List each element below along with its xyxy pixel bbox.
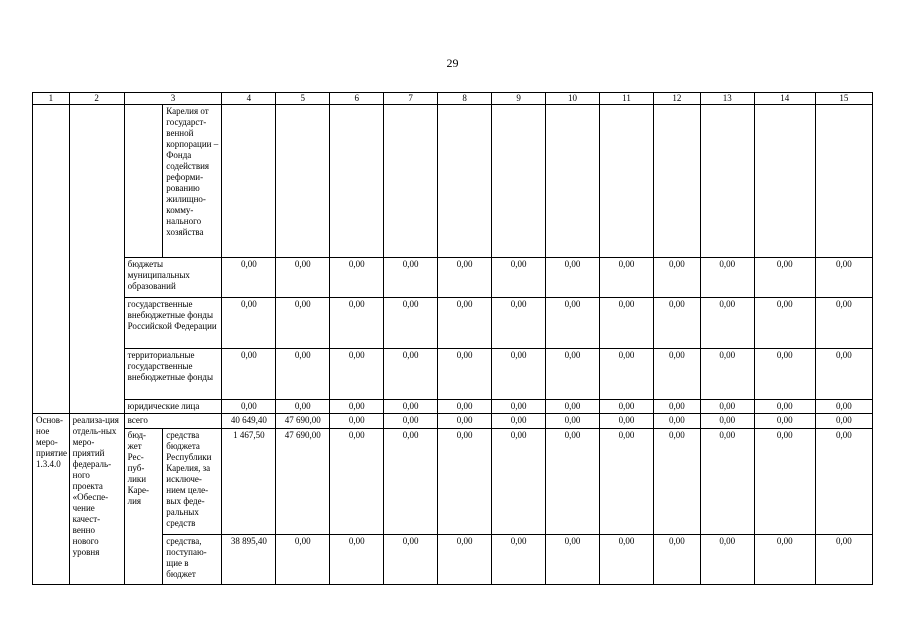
source-label: всего — [124, 414, 222, 429]
value-cell: 40 649,40 — [222, 414, 276, 429]
value-cell: 0,00 — [700, 349, 754, 400]
value-cell: 0,00 — [700, 535, 754, 585]
value-cell: 0,00 — [384, 258, 438, 298]
value-cell: 0,00 — [222, 349, 276, 400]
source-label: территориальные государственные внебюджетные фонды — [124, 349, 222, 400]
table-row — [33, 429, 873, 535]
value-cell: 0,00 — [222, 400, 276, 414]
value-cell: 0,00 — [222, 258, 276, 298]
value-cell: 0,00 — [438, 535, 492, 585]
value-cell: 0,00 — [653, 535, 700, 585]
header-cell-6: 6 — [330, 93, 384, 105]
page-number: 29 — [446, 56, 459, 70]
value-cell: 0,00 — [815, 298, 872, 349]
value-cell: 0,00 — [492, 258, 546, 298]
value-cell: 0,00 — [330, 535, 384, 585]
value-cell: 0,00 — [330, 429, 384, 535]
value-cell: 0,00 — [700, 429, 754, 535]
value-cell: 0,00 — [815, 535, 872, 585]
value-cell: 0,00 — [700, 258, 754, 298]
header-cell-1: 1 — [33, 93, 70, 105]
value-cell: 0,00 — [815, 349, 872, 400]
table-row — [33, 400, 873, 414]
value-cell: 0,00 — [330, 298, 384, 349]
value-cell: 0,00 — [754, 258, 815, 298]
value-cell: 0,00 — [438, 429, 492, 535]
value-cell: 47 690,00 — [276, 414, 330, 429]
value-cell: 0,00 — [546, 298, 600, 349]
value-cell: 0,00 — [546, 349, 600, 400]
value-cell: 0,00 — [600, 258, 654, 298]
value-cell: 0,00 — [384, 414, 438, 429]
header-cell-15: 15 — [815, 93, 872, 105]
table-row — [33, 349, 873, 400]
activity-code: Основ-ное меро-приятие 1.3.4.0 — [33, 414, 70, 585]
value-cell: 0,00 — [546, 400, 600, 414]
budget-table — [32, 92, 873, 585]
value-cell: 47 690,00 — [276, 429, 330, 535]
empty-cell — [69, 105, 124, 414]
value-cell: 0,00 — [276, 400, 330, 414]
value-cell: 0,00 — [330, 258, 384, 298]
value-cell: 0,00 — [600, 429, 654, 535]
header-row — [33, 93, 873, 105]
value-cell: 0,00 — [815, 400, 872, 414]
header-cell-4: 4 — [222, 93, 276, 105]
value-cell: 0,00 — [276, 258, 330, 298]
value-cell: 0,00 — [330, 400, 384, 414]
value-cell: 0,00 — [700, 400, 754, 414]
value-cell: 0,00 — [700, 298, 754, 349]
value-cell: 0,00 — [600, 400, 654, 414]
value-cell: 1 467,50 — [222, 429, 276, 535]
value-cell: 0,00 — [438, 258, 492, 298]
value-cell: 0,00 — [384, 298, 438, 349]
table-row — [33, 258, 873, 298]
value-cell: 0,00 — [438, 400, 492, 414]
value-cell: 0,00 — [546, 429, 600, 535]
value-cell: 0,00 — [330, 349, 384, 400]
value-cell: 0,00 — [546, 414, 600, 429]
header-cell-3: 3 — [124, 93, 222, 105]
value-cell: 0,00 — [492, 400, 546, 414]
table-row — [33, 298, 873, 349]
source-label: бюджеты муниципальных образований — [124, 258, 222, 298]
header-cell-7: 7 — [384, 93, 438, 105]
header-cell-8: 8 — [438, 93, 492, 105]
value-cell: 0,00 — [438, 349, 492, 400]
value-cell: 0,00 — [600, 414, 654, 429]
value-cell: 0,00 — [492, 349, 546, 400]
value-cell: 0,00 — [546, 535, 600, 585]
source-label: Карелия от государст-венной корпорации – Фонда содействия реформи-рованию жилищно-комму-нального хозяйства — [163, 105, 222, 258]
header-cell-14: 14 — [754, 93, 815, 105]
value-cell: 0,00 — [600, 535, 654, 585]
activity-name: реализа-ция отдель-ных меро-приятий федераль-ного проекта «Обеспе-чение качест-венно нового уровня — [69, 414, 124, 585]
value-cell: 0,00 — [276, 298, 330, 349]
value-cell: 0,00 — [754, 400, 815, 414]
value-cell: 0,00 — [600, 349, 654, 400]
header-cell-11: 11 — [600, 93, 654, 105]
value-cell: 0,00 — [653, 258, 700, 298]
value-cell: 0,00 — [492, 535, 546, 585]
value-cell: 0,00 — [492, 429, 546, 535]
value-cell: 0,00 — [653, 400, 700, 414]
value-cell: 0,00 — [330, 414, 384, 429]
value-cell: 0,00 — [653, 429, 700, 535]
source-label: юридические лица — [124, 400, 222, 414]
table-row — [33, 105, 873, 258]
value-cell: 0,00 — [276, 535, 330, 585]
header-cell-2: 2 — [69, 93, 124, 105]
value-cell: 0,00 — [384, 400, 438, 414]
value-cell: 0,00 — [384, 535, 438, 585]
table-row — [33, 414, 873, 429]
header-cell-13: 13 — [700, 93, 754, 105]
value-cell: 0,00 — [754, 349, 815, 400]
value-cell: 0,00 — [754, 535, 815, 585]
value-cell: 0,00 — [754, 414, 815, 429]
value-cell: 0,00 — [754, 429, 815, 535]
budget-label: бюд-жет Рес-пуб-лики Каре-лия — [124, 429, 163, 585]
header-cell-9: 9 — [492, 93, 546, 105]
value-cell: 0,00 — [492, 298, 546, 349]
value-cell: 0,00 — [653, 414, 700, 429]
value-cell: 0,00 — [546, 258, 600, 298]
empty-cell — [33, 105, 70, 414]
value-cell: 0,00 — [222, 298, 276, 349]
value-cell: 0,00 — [438, 298, 492, 349]
value-cell: 0,00 — [653, 298, 700, 349]
value-cell: 0,00 — [700, 414, 754, 429]
value-cell: 0,00 — [815, 429, 872, 535]
header-cell-12: 12 — [653, 93, 700, 105]
header-cell-10: 10 — [546, 93, 600, 105]
value-cell: 0,00 — [492, 414, 546, 429]
value-cell: 0,00 — [815, 258, 872, 298]
value-cell: 0,00 — [384, 429, 438, 535]
empty-cell — [124, 105, 163, 258]
value-cell: 0,00 — [384, 349, 438, 400]
value-cell: 38 895,40 — [222, 535, 276, 585]
value-cell: 0,00 — [653, 349, 700, 400]
header-cell-5: 5 — [276, 93, 330, 105]
source-label: средства, поступаю-щие в бюджет — [163, 535, 222, 585]
value-cell: 0,00 — [438, 414, 492, 429]
source-label: государственные внебюджетные фонды Российской Федерации — [124, 298, 222, 349]
value-cell: 0,00 — [600, 298, 654, 349]
source-label: средства бюджета Республики Карелия, за исключе-нием целе-вых феде-ральных средств — [163, 429, 222, 535]
value-cell: 0,00 — [815, 414, 872, 429]
value-cell: 0,00 — [276, 349, 330, 400]
value-cell: 0,00 — [754, 298, 815, 349]
